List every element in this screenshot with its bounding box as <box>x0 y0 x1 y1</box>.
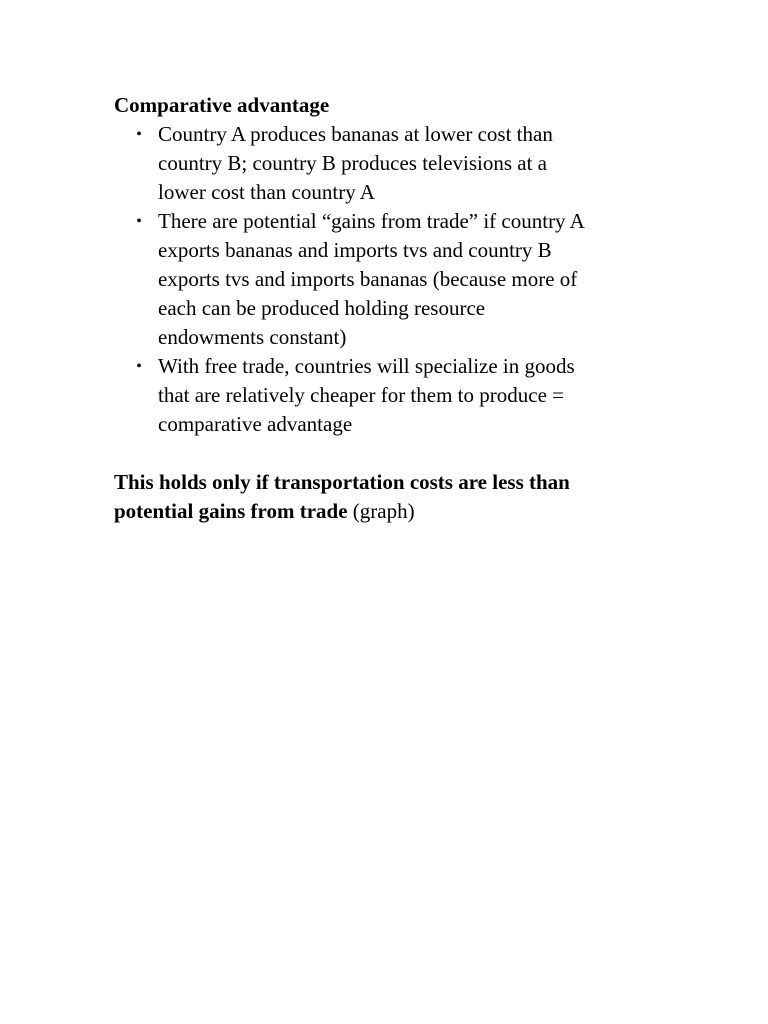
bullet-text-line: each can be produced holding resource <box>158 296 486 320</box>
bullet-text-line: country B; country B produces televisions at a <box>158 151 548 175</box>
bullet-text-line: lower cost than country A <box>158 180 375 204</box>
bullet-icon: • <box>136 358 142 375</box>
list-item <box>114 207 714 352</box>
conclusion-paragraph <box>114 468 714 526</box>
bullet-list <box>114 120 714 439</box>
conclusion-bold-line: This holds only if transportation costs are less than <box>114 470 570 494</box>
bullet-text-line: Country A produces bananas at lower cost than <box>158 122 553 146</box>
bullet-icon: • <box>136 126 142 143</box>
document-body <box>114 91 714 526</box>
section-heading: Comparative advantage <box>114 93 330 117</box>
bullet-text-line: that are relatively cheaper for them to produce = <box>158 383 564 407</box>
bullet-icon: • <box>136 213 142 230</box>
list-item <box>114 120 714 207</box>
bullet-text-line: With free trade, countries will specialize in goods <box>158 354 575 378</box>
conclusion-second-line <box>114 497 714 526</box>
conclusion-bold-text: potential gains from trade <box>114 499 348 523</box>
bullet-text-line: exports tvs and imports bananas (because more of <box>158 267 578 291</box>
bullet-text-line: exports bananas and imports tvs and country B <box>158 238 552 262</box>
graph-reference: (graph) <box>347 499 415 523</box>
bullet-text-line: comparative advantage <box>158 412 353 436</box>
list-item <box>114 352 714 439</box>
bullet-text-line: endowments constant) <box>158 325 347 349</box>
bullet-text-line: There are potential “gains from trade” if country A <box>158 209 585 233</box>
